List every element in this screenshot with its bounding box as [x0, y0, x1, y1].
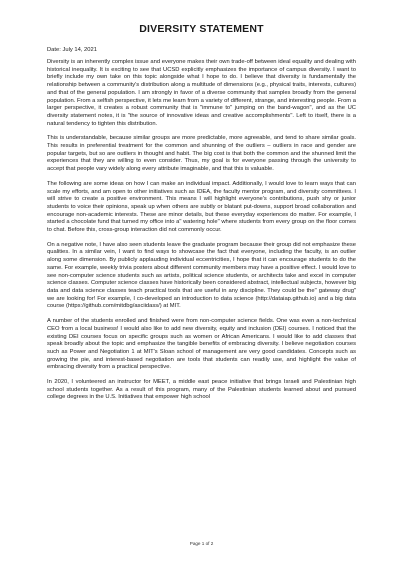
paragraph-4: On a negative note, I have also seen students leave the graduate program because their group did not emphasize these qualities. In a similar vein, I want to find ways to showcase the fact that everyone, including the faculty, is an outlier along some dimension. By publicly applauding individual eccentricities, I hope that it can encourage students to do the same. For example, weekly trivia posters about different community members may have a positive effect. I would love to see non-computer science students such as artists, political science students, or architects take and excel in computer science classes. Computer science classes have historically been considered abstract, intellectual subjects, however big data and data science classes teach practical tools that are useful in any discipline. They could be the" gateway drug" we are looking for! For example, I co-developed an introduction to data science (http://dataiap.github.io) and a big data course (https://github.com/mitdbg/asciidass/) at MIT. [47, 241, 356, 310]
paragraph-2: This is understandable, because similar groups are more predictable, more agreeable, and tend to share similar goals. This results in preferential treatment for the common and shunning of the outliers – outliers in race and gender are popular targets, but so are outliers in thought and habit. The big cost is that both the common and the shunned limit the experiences that they are willing to even consider. Thus, my goal is for everyone passing through the university to accept that people vary widely along every attribute imaginable, and that this is valuable. [47, 135, 356, 173]
paragraph-1: Diversity is an inherently complex issue and everyone makes their own trade-off between ideal equality and dealing with historical inequality. It is exciting to see that UCSD explicitly emphasizes the importance of campus diversity. I want to briefly include my own take on this topic alongside what I hope to do. I believe that diversity is fundamentally the relationship between a community's distribution along a multitude of dimensions (e.g., physical traits, interests, cultures) and that of the general population. I am strongly in favor of a diverse community that samples broadly from the general population. From a selfish perspective, it lets me learn from a variety of different, strange, and interesting people. From a larger perspective, it creates a robust community that is "immune to" jumping on the band-wagon", and as the UC diversity statement notes, it is "the source of innovative ideas and creative accomplishments". Left to itself, there is a natural tendency to tighten this distribution. [47, 59, 356, 127]
paragraph-5: A number of the students enrolled and finished were from non-computer science fields. One was even a non-technical CEO from a local business! I would also like to add new diversity, equity and inclusion (DEI) courses. I noticed that the existing DEI courses focus on specific groups such as women or African Americans. I would like to add classes that speak broadly about the topic and emphasize the tangible benefits of embracing diversity. I believe negotiation courses such as Power and Negotiation 1 at MIT's Sloan school of management are very good candidates. Concepts such as growing the pie, and interest-based negotiation are tools that students can readily use, and highlight the value of embracing diversity from a practical perspective. [47, 318, 356, 371]
document-date: Date: July 14, 2021 [47, 47, 97, 53]
document-title: DIVERSITY STATEMENT [139, 23, 264, 35]
page-number: Page 1 of 2 [189, 541, 214, 546]
paragraph-3: The following are some ideas on how I can make an individual impact. Additionally, I would love to learn ways that can scale my efforts, and am open to other initiatives such as IDEA, the faculty mentor program, and diversity committees. I will strive to create a positive environment. This means I will highlight everyone's contributions, push shy or junior students to voice their opinions, speak up when others are subtly or blatant put-downs, support broad collaboration and encourage non-academic interests. These are minor details, but these everyday experiences do matter. For example, I started a chocolate fund that turned my office into a" watering hole" where students from every group on the floor comes to chat. Before this, cross-group interaction did not commonly occur. [47, 180, 356, 234]
paragraph-6: In 2020, I volunteered an instructor for MEET, a middle east peace initiative that brings Israeli and Palestinian high school students together. As a result of this program, many of the Palestinian students learned about and pursued college degrees in the U.S. Initiatives that empower high school [47, 379, 356, 401]
